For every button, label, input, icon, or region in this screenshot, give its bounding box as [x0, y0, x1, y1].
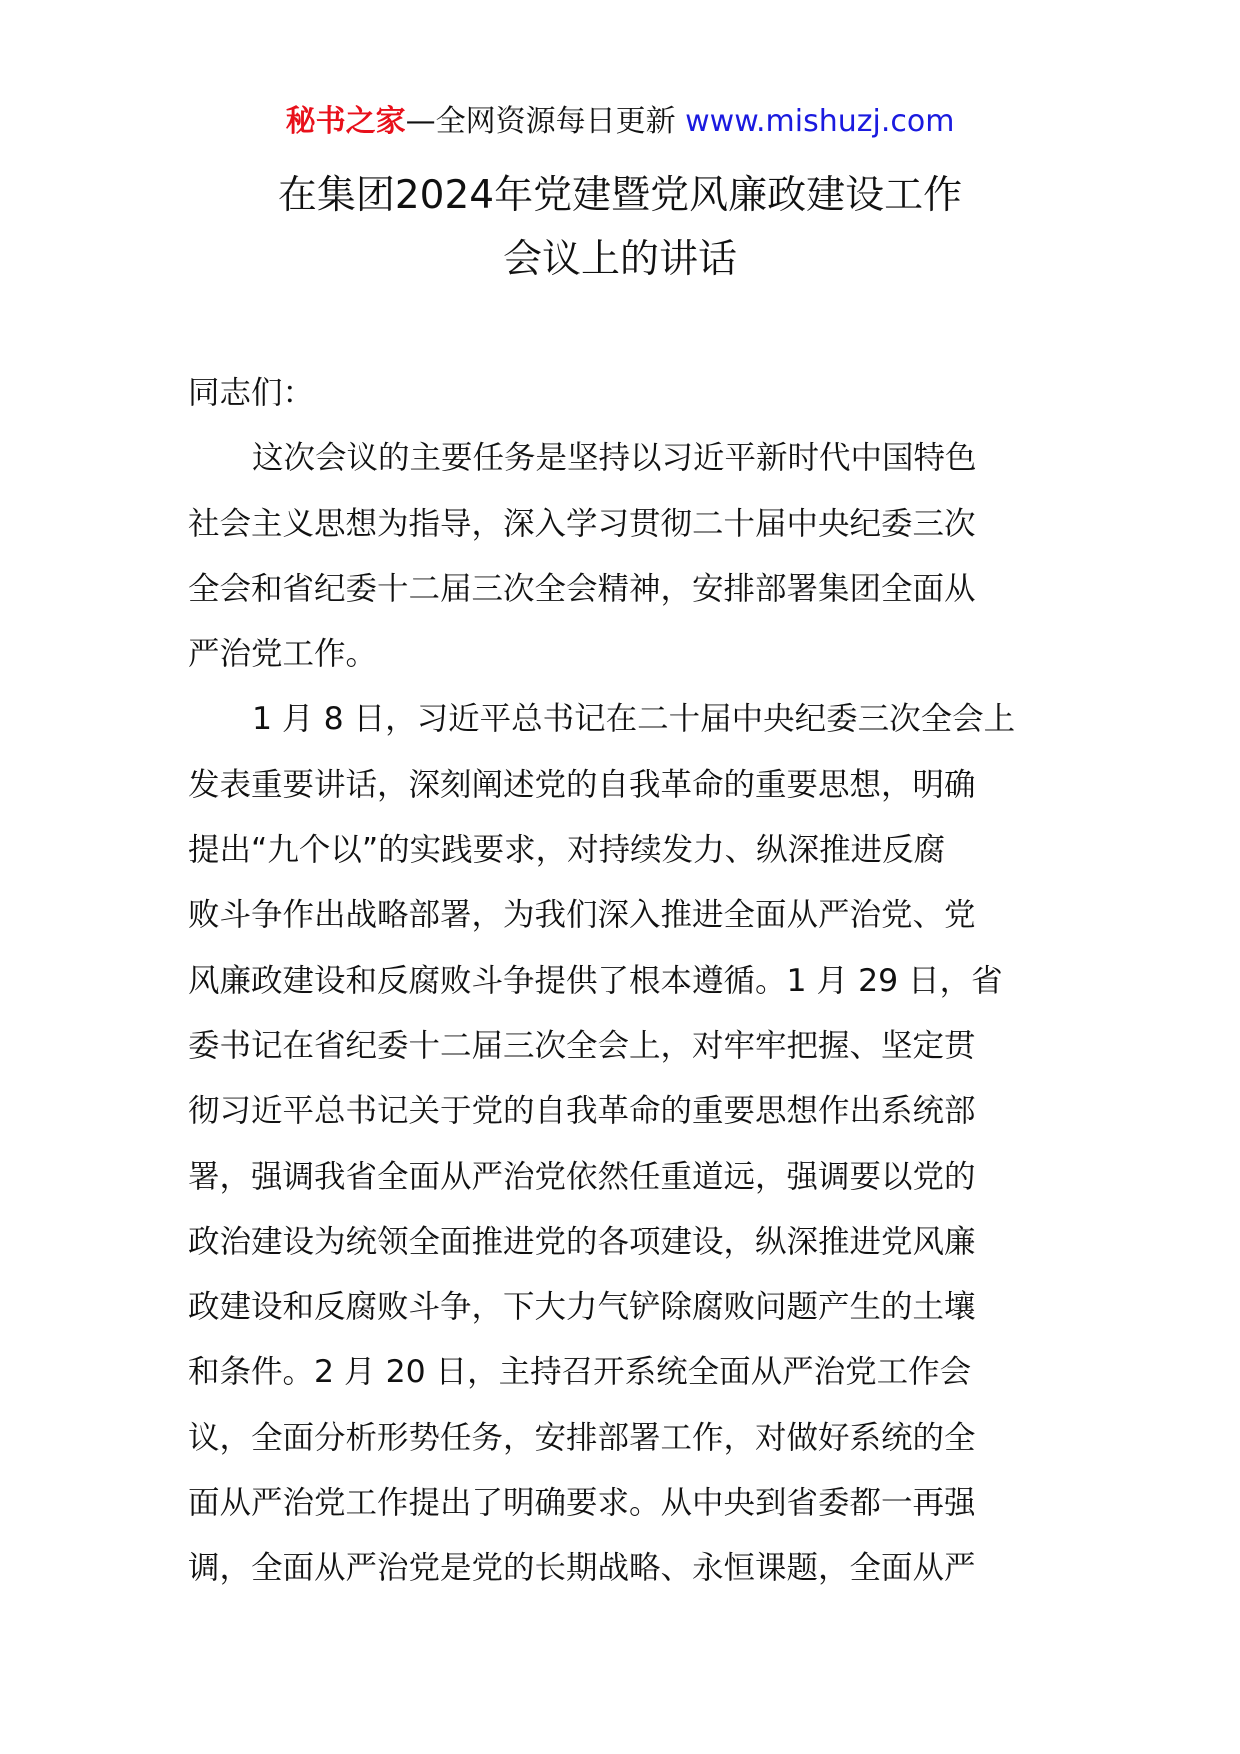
paragraph-line: 署，强调我省全面从严治党依然任重道远，强调要以党的 — [188, 1158, 976, 1195]
paragraph-line: 风廉政建设和反腐败斗争提供了根本遵循。1 月 29 日，省 — [188, 962, 1003, 999]
document-body — [188, 361, 1058, 1602]
site-tagline: —全网资源每日更新 — [405, 104, 676, 139]
site-url-link[interactable]: www.mishuzj.com — [685, 104, 955, 139]
paragraph-1 — [188, 426, 1058, 687]
paragraph-line: 提出“九个以”的实践要求，对持续发力、纵深推进反腐 — [188, 832, 946, 869]
paragraph-line: 1 月 8 日，习近平总书记在二十届中央纪委三次全会上 — [252, 701, 1016, 738]
paragraph-line: 议，全面分析形势任务，安排部署工作，对做好系统的全 — [188, 1419, 976, 1456]
paragraph-line: 面从严治党工作提出了明确要求。从中央到省委都一再强 — [188, 1485, 976, 1522]
paragraph-line: 严治党工作。 — [188, 636, 378, 673]
paragraph-line: 全会和省纪委十二届三次全会精神，安排部署集团全面从 — [188, 570, 976, 607]
paragraph-line: 这次会议的主要任务是坚持以习近平新时代中国特色 — [252, 440, 977, 477]
paragraph-line: 政建设和反腐败斗争，下大力气铲除腐败问题产生的土壤 — [188, 1289, 976, 1326]
title-line-2: 会议上的讲话 — [502, 237, 737, 282]
salutation: 同志们： — [188, 375, 315, 411]
paragraph-line: 发表重要讲话，深刻阐述党的自我革命的重要思想，明确 — [188, 766, 976, 803]
paragraph-line: 政治建设为统领全面推进党的各项建设，纵深推进党风廉 — [188, 1223, 976, 1260]
paragraph-line: 彻习近平总书记关于党的自我革命的重要思想作出系统部 — [188, 1093, 976, 1130]
paragraph-line: 败斗争作出战略部署，为我们深入推进全面从严治党、党 — [188, 897, 976, 934]
paragraph-line: 和条件。2 月 20 日，主持召开系统全面从严治党工作会 — [188, 1354, 972, 1391]
paragraph-line: 社会主义思想为指导，深入学习贯彻二十届中央纪委三次 — [188, 505, 976, 542]
site-brand: 秘书之家 — [285, 104, 406, 139]
paragraph-2 — [188, 687, 1058, 1601]
paragraph-line: 委书记在省纪委十二届三次全会上，对牢牢把握、坚定贯 — [188, 1027, 976, 1064]
document-title — [0, 164, 1240, 292]
paragraph-line: 调，全面从严治党是党的长期战略、永恒课题，全面从严 — [188, 1550, 976, 1587]
site-header — [0, 100, 1240, 144]
title-line-1: 在集团2024年党建暨党风廉政建设工作 — [277, 173, 963, 218]
